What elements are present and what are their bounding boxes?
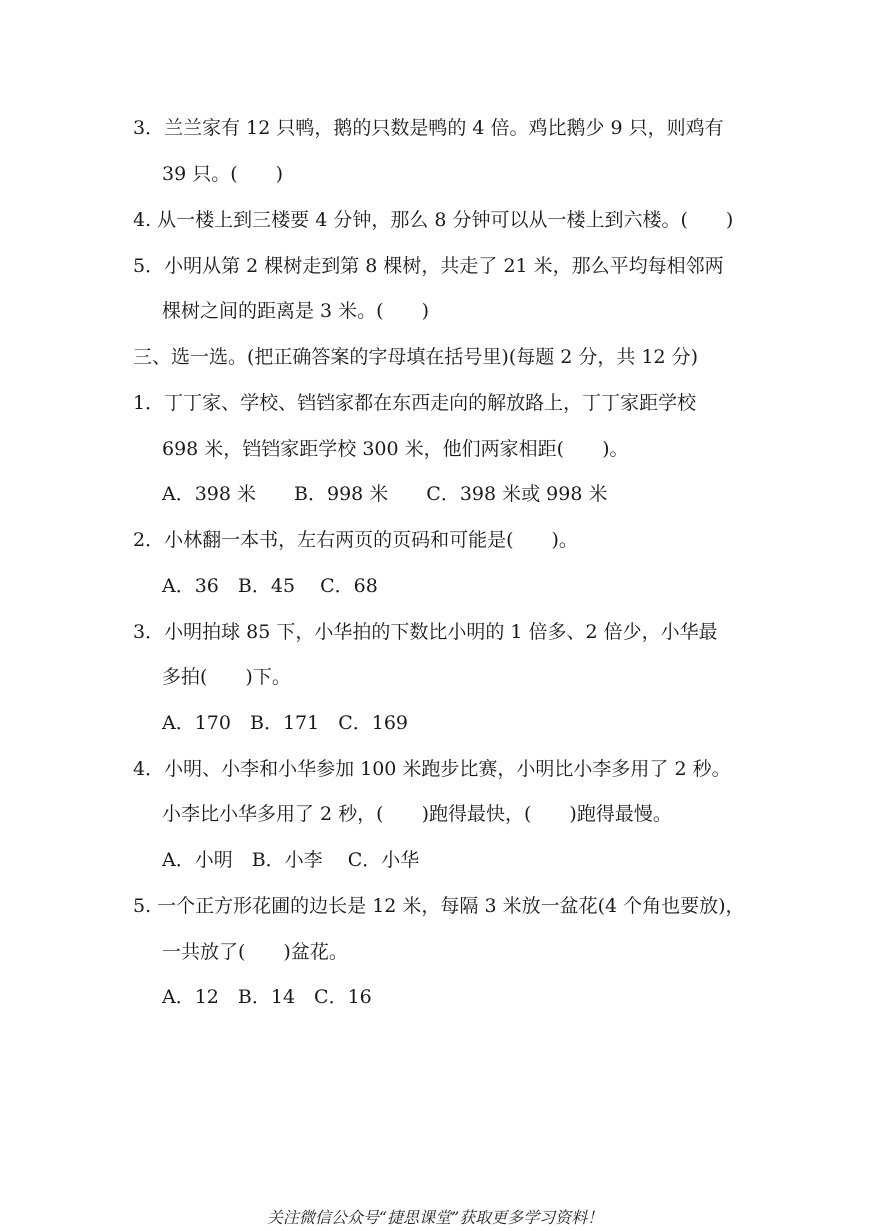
footer-promo-text: 关注微信公众号“捷思课堂”获取更多学习资料！ [266,1208,604,1227]
choice-q4-line1: 4．小明、小李和小华参加 100 米跑步比赛，小明比小李多用了 2 秒。 [133,758,731,780]
judge-q3-line1: 3．兰兰家有 12 只鸭，鹅的只数是鸭的 4 倍。鸡比鹅少 9 只，则鸡有 [133,117,724,139]
judge-q3-line2: 39 只。( ) [162,163,284,185]
choice-q3-options: A．170 B．171 C．169 [162,712,409,734]
choice-q4-line2: 小李比小华多用了 2 秒，( )跑得最快，( )跑得最慢。 [162,803,672,825]
choice-q3-line2: 多拍( )下。 [162,666,291,688]
choice-q5-line1: 5. 一个正方形花圃的边长是 12 米，每隔 3 米放一盆花(4 个角也要放)， [133,895,745,917]
section-heading-choice: 三、选一选。(把正确答案的字母填在括号里)(每题 2 分，共 12 分) [133,346,699,368]
choice-q3-line1: 3．小明拍球 85 下，小华拍的下数比小明的 1 倍多、2 倍少，小华最 [133,621,718,643]
judge-q4-line1: 4. 从一楼上到三楼要 4 分钟，那么 8 分钟可以从一楼上到六楼。( ) [133,209,734,231]
choice-q4-options: A．小明 B．小李 C．小华 [162,849,420,871]
choice-q5-options: A．12 B．14 C．16 [162,986,372,1008]
choice-q1-options: A．398 米 B．998 米 C．398 米或 998 米 [162,483,608,505]
choice-q5-line2: 一共放了( )盆花。 [162,941,348,963]
choice-q2-line1: 2．小林翻一本书，左右两页的页码和可能是( )。 [133,529,578,551]
judge-q5-line1: 5．小明从第 2 棵树走到第 8 棵树，共走了 21 米，那么平均每相邻两 [133,255,724,277]
choice-q1-line2: 698 米，铛铛家距学校 300 米，他们两家相距( )。 [162,438,629,460]
choice-q2-options: A．36 B．45 C．68 [162,575,378,597]
choice-q1-line1: 1．丁丁家、学校、铛铛家都在东西走向的解放路上，丁丁家距学校 [133,392,697,414]
judge-q5-line2: 棵树之间的距离是 3 米。( ) [162,300,429,322]
